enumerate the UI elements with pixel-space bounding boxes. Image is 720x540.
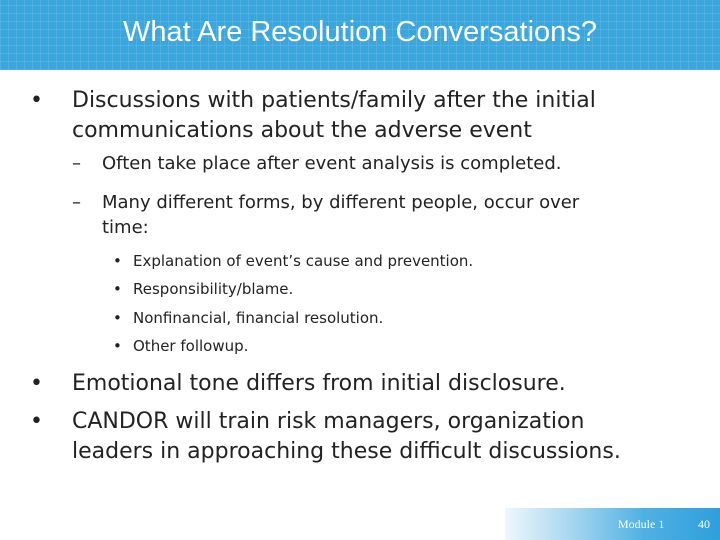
- bullet-item: [30, 407, 700, 467]
- bullet-text-line: communications about the adverse event: [72, 118, 532, 143]
- sub-bullet-item: [72, 151, 692, 177]
- sub-bullet-text-line: Often take place after event analysis is completed.: [102, 153, 562, 174]
- bullet-marker: •: [113, 252, 122, 270]
- sub-sub-bullet-text: Nonfinancial, financial resolution.: [133, 309, 384, 327]
- sub-bullet-text-line: Many different forms, by different people, occur over: [102, 192, 580, 213]
- slide-title: What Are Resolution Conversations?: [123, 16, 597, 48]
- dash-marker: –: [72, 192, 81, 213]
- bullet-item: [30, 369, 700, 399]
- sub-sub-bullet-item: [113, 250, 673, 273]
- sub-bullet-text: [102, 190, 579, 240]
- sub-sub-bullet-text: Explanation of event’s cause and prevention.: [133, 252, 474, 270]
- sub-bullet-text: [102, 151, 561, 176]
- sub-bullet-item: [72, 190, 692, 240]
- bullet-marker: •: [113, 309, 122, 327]
- bullet-item: [30, 86, 700, 146]
- bullet-marker: •: [30, 88, 43, 113]
- footer-bar: [505, 508, 720, 540]
- sub-sub-bullet-item: [113, 278, 673, 301]
- module-label: Module 1: [618, 517, 665, 531]
- bullet-marker: •: [113, 337, 122, 355]
- dash-marker: –: [72, 153, 81, 174]
- bullet-text-line: Emotional tone differs from initial disclosure.: [72, 371, 566, 396]
- sub-sub-bullet-text: Other followup.: [133, 337, 249, 355]
- bullet-marker: •: [30, 409, 43, 434]
- page-number: 40: [698, 517, 710, 531]
- bullet-text-line: Discussions with patients/family after the initial: [72, 88, 596, 113]
- sub-bullet-text-line: time:: [102, 217, 149, 238]
- bullet-text-line: leaders in approaching these difficult discussions.: [72, 439, 621, 464]
- sub-sub-bullet-item: [113, 335, 673, 358]
- bullet-marker: •: [113, 280, 122, 298]
- bullet-text: [72, 86, 596, 146]
- bullet-text-line: CANDOR will train risk managers, organization: [72, 409, 585, 434]
- bullet-text: [72, 369, 566, 399]
- bullet-text: [72, 407, 621, 467]
- sub-sub-bullet-text: Responsibility/blame.: [133, 280, 294, 298]
- bullet-marker: •: [30, 371, 43, 396]
- sub-sub-bullet-item: [113, 307, 673, 330]
